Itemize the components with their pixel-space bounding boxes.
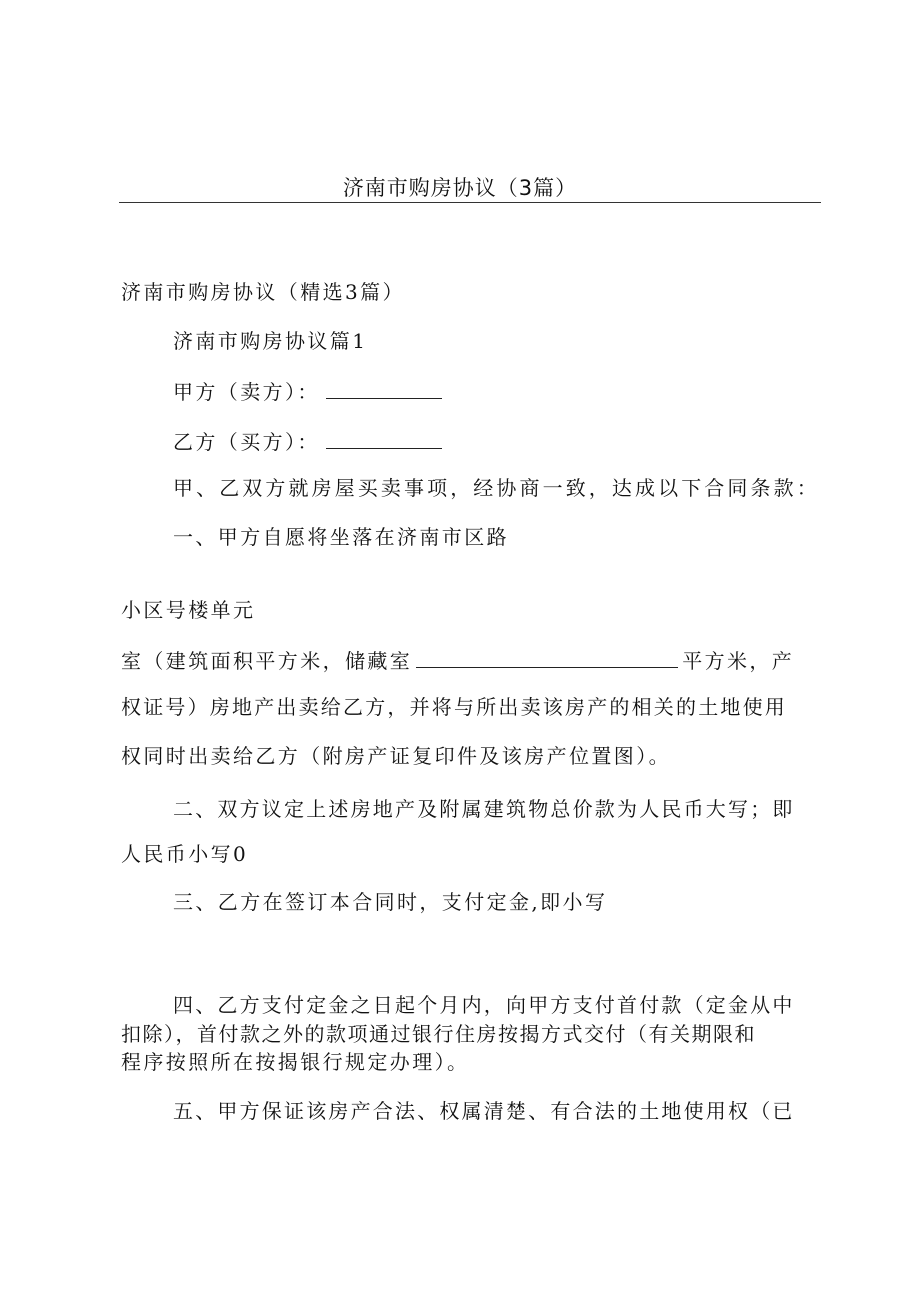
clause1-line-d: 权证号）房地产出卖给乙方，并将与所出卖该房产的相关的土地使用 bbox=[121, 695, 787, 719]
storage-area-blank bbox=[416, 649, 678, 668]
clause2-line-b: 人民币小写0 bbox=[121, 842, 249, 866]
party-b-line bbox=[173, 430, 442, 452]
clause3-line: 三、乙方在签订本合同时，支付定金,即小写 bbox=[173, 890, 608, 914]
section-heading-1: 济南市购房协议篇1 bbox=[173, 329, 368, 353]
clause1-line-c-part2: 平方米，产 bbox=[682, 649, 795, 673]
clause1-line-c bbox=[121, 649, 794, 671]
party-a-line bbox=[173, 380, 442, 402]
party-b-label: 乙方（买方）： bbox=[173, 430, 320, 454]
clause1-line-e: 权同时出卖给乙方（附房产证复印件及该房产位置图）。 bbox=[121, 744, 671, 768]
clause1-line-c-part1: 室（建筑面积平方米，储藏室 bbox=[121, 649, 413, 673]
clause5-line-a: 五、甲方保证该房产合法、权属清楚、有合法的土地使用权（已 bbox=[173, 1099, 795, 1123]
party-a-blank bbox=[326, 380, 442, 399]
party-a-label: 甲方（卖方）： bbox=[173, 380, 320, 404]
clause4-line-b: 扣除），首付款之外的款项通过银行住房按揭方式交付（有关期限和 bbox=[121, 1022, 756, 1046]
title-underline bbox=[119, 202, 821, 203]
document-title: 济南市购房协议（3篇） bbox=[342, 176, 578, 200]
clause2-line-a: 二、双方议定上述房地产及附属建筑物总价款为人民币大写；即 bbox=[173, 797, 795, 821]
preamble-line: 甲、乙双方就房屋买卖事项，经协商一致，达成以下合同条款： bbox=[173, 476, 820, 500]
party-b-blank bbox=[326, 430, 442, 449]
intro-line: 济南市购房协议（精选3篇） bbox=[121, 280, 405, 304]
clause4-line-c: 程序按照所在按揭银行规定办理）。 bbox=[121, 1050, 470, 1074]
clause4-line-a: 四、乙方支付定金之日起个月内，向甲方支付首付款（定金从中 bbox=[173, 993, 795, 1017]
clause1-line-b: 小区号楼单元 bbox=[121, 598, 256, 622]
clause1-line-a: 一、甲方自愿将坐落在济南市区路 bbox=[173, 525, 509, 549]
